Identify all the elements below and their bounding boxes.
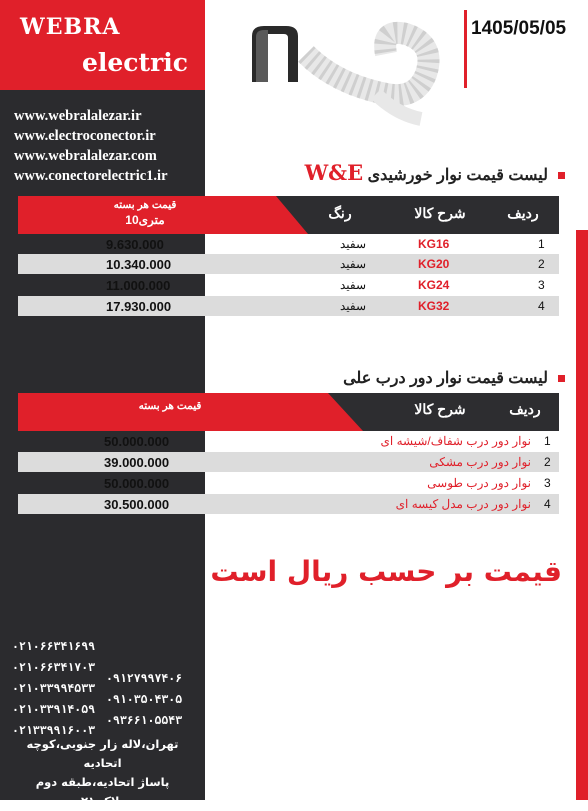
row-price: 10.340.000 [106, 257, 172, 272]
phone-list-right [106, 668, 182, 731]
section2-header-red-wedge [18, 393, 363, 431]
row-code: KG32 [418, 299, 450, 313]
phone-number[interactable]: ۰۲۱۳۳۹۹۱۶۰۰۳ [12, 723, 96, 737]
row-num: 4 [538, 299, 545, 313]
phone-number[interactable]: ۰۹۱۰۳۵۰۴۳۰۵ [106, 692, 183, 706]
phone-number[interactable]: ۰۹۳۶۶۱۰۵۵۴۳ [106, 713, 183, 727]
row-price: 50.000.000 [104, 434, 170, 449]
price-currency-note: قیمت بر حسب ریال است [210, 555, 562, 588]
table-row [18, 275, 559, 295]
website-link[interactable]: www.webralalezar.com [14, 148, 157, 164]
address-line: تهران،لاله زار جنوبی،کوچه اتحادیه [26, 737, 179, 770]
section2-bullet [558, 375, 565, 382]
table-row [18, 494, 559, 514]
row-code: KG20 [418, 257, 450, 271]
section1-col-color: رنگ [328, 205, 352, 221]
row-num: 2 [544, 455, 551, 469]
brand-name: WEBRA [20, 14, 121, 40]
date-accent-bar [464, 10, 467, 88]
row-desc: نوار دور درب شفاف/شیشه ای [380, 434, 531, 448]
row-num: 1 [544, 434, 551, 448]
gear-strip-product-image [296, 14, 458, 126]
section1-col-desc: شرح کالا [414, 205, 466, 221]
brand-subname: electric [82, 48, 188, 77]
row-num: 2 [538, 257, 545, 271]
phone-number[interactable]: ۰۲۱۰۳۳۹۹۴۵۳۳ [12, 681, 96, 695]
row-color: سفید [339, 257, 367, 271]
row-price: 17.930.000 [106, 299, 172, 314]
row-desc: نوار دور درب طوسی [427, 476, 531, 490]
address-line: پاساژ اتحادیه،طبقه دوم [35, 775, 170, 789]
website-link[interactable]: www.conectorelectric1.ir [14, 168, 168, 184]
document-date: 1405/05/05 [471, 18, 567, 39]
section1-bullet [558, 172, 565, 179]
row-price: 9.630.000 [106, 237, 164, 252]
section2-col-desc: شرح کالا [414, 401, 466, 417]
phone-number[interactable]: ۰۲۱۰۳۳۹۱۴۰۵۹ [12, 702, 96, 716]
section2-title: لیست قیمت نوار دور درب علی [343, 370, 548, 387]
website-link[interactable]: www.electroconector.ir [14, 128, 156, 144]
section1-col-num: ردیف [507, 205, 539, 221]
row-num: 4 [544, 497, 551, 511]
table-row [18, 234, 559, 254]
row-color: سفید [339, 237, 367, 251]
row-code: KG24 [418, 278, 450, 292]
table-row [18, 296, 559, 316]
row-color: سفید [339, 278, 367, 292]
phone-number[interactable]: ۰۹۱۲۷۹۹۷۴۰۶ [106, 671, 183, 685]
row-desc: نوار دور درب مشکی [429, 455, 531, 469]
section1-col-price-line1: قیمت هر بسته [113, 199, 177, 211]
address-line: پلاک ۲۱ [81, 794, 124, 808]
row-price: 11.000.000 [106, 278, 171, 293]
table-row [18, 254, 559, 274]
section2-col-price: قیمت هر بسته [138, 400, 202, 412]
row-num: 3 [538, 278, 545, 292]
row-num: 3 [544, 476, 551, 490]
section1-title [305, 160, 548, 185]
table-row [18, 473, 559, 493]
section2-col-num: ردیف [509, 401, 541, 417]
website-list [14, 106, 168, 186]
right-accent-strip [576, 230, 588, 800]
table-row [18, 452, 559, 472]
website-link[interactable]: www.webralalezar.ir [14, 108, 142, 124]
phone-number[interactable]: ۰۲۱۰۶۶۳۴۱۷۰۳ [12, 660, 96, 674]
row-price: 39.000.000 [104, 455, 170, 470]
phone-list-left [12, 636, 95, 741]
row-desc: نوار دور درب مدل کیسه ای [395, 497, 531, 511]
row-num: 1 [538, 237, 545, 251]
phone-number[interactable]: ۰۲۱۰۶۶۳۴۱۶۹۹ [12, 639, 96, 653]
section1-title-text: لیست قیمت نوار خورشیدی [367, 167, 548, 184]
row-price: 50.000.000 [104, 476, 170, 491]
row-color: سفید [339, 299, 367, 313]
section1-brand-mark: W&E [304, 160, 364, 185]
section1-col-price-line2: 10متری [125, 213, 165, 227]
row-code: KG16 [418, 237, 450, 251]
edge-trim-product-image [246, 22, 302, 84]
table-row [18, 431, 559, 451]
row-price: 30.500.000 [104, 497, 170, 512]
